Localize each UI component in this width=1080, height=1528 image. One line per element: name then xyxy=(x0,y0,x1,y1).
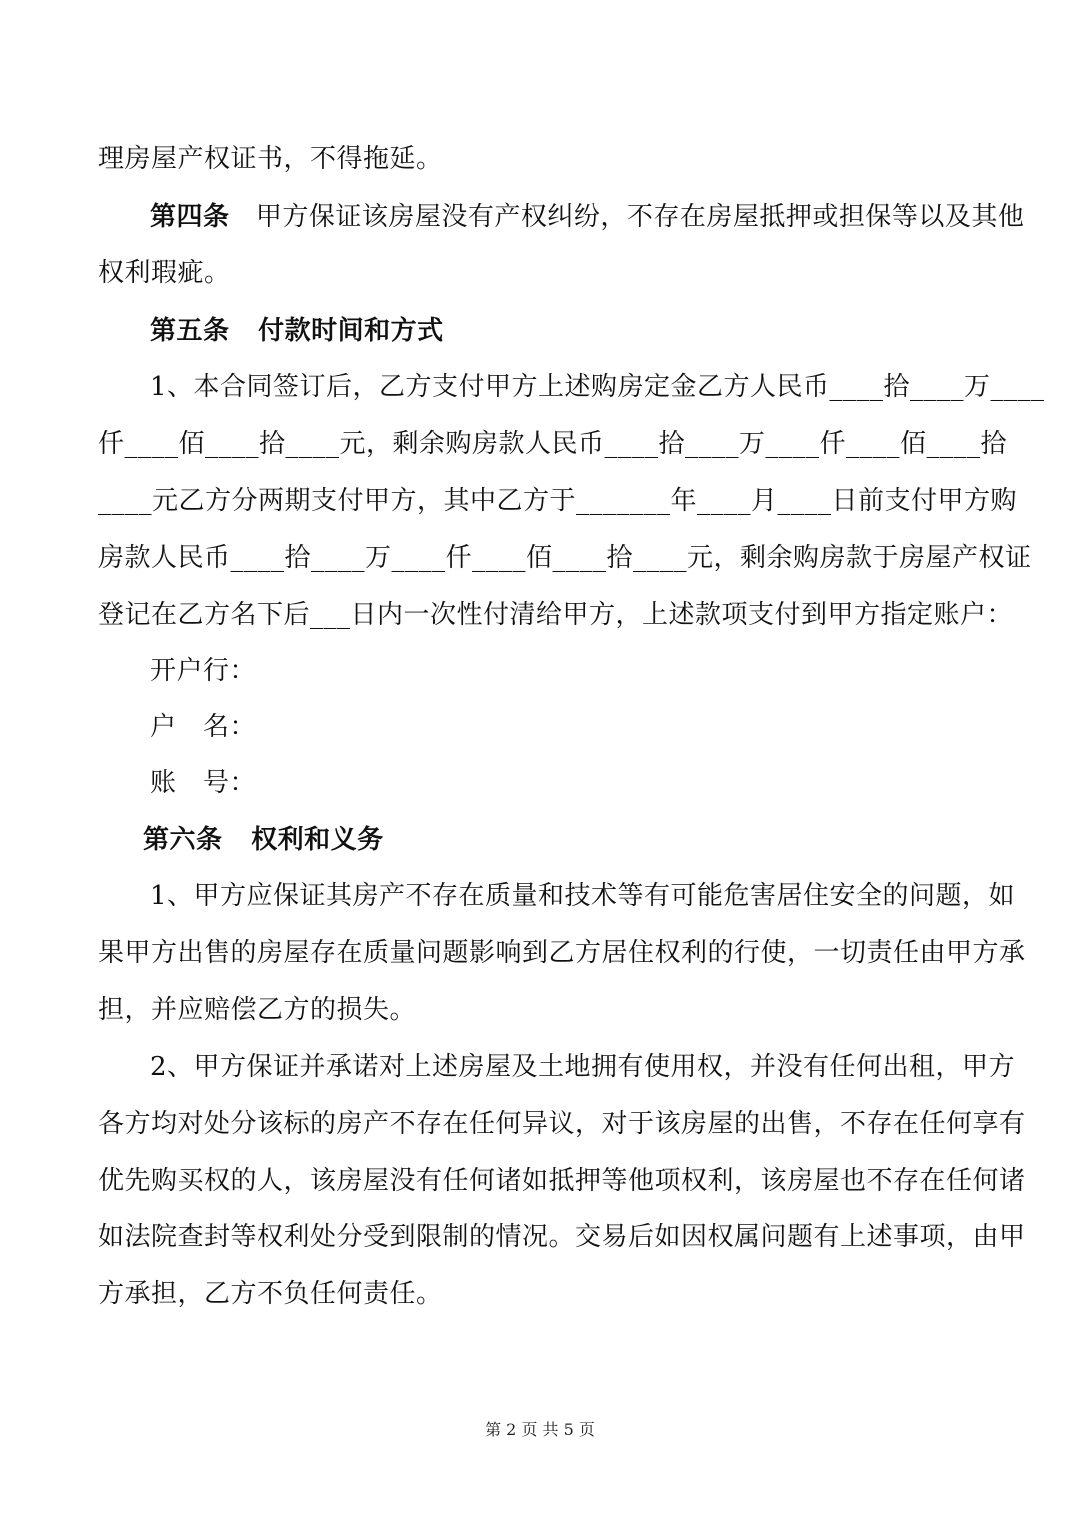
article-4-heading: 第四条 xyxy=(150,202,230,232)
paragraph-line: 方承担，乙方不负任何责任。 xyxy=(98,1279,443,1309)
paragraph-line: 果甲方出售的房屋存在质量问题影响到乙方居住权利的行使，一切责任由甲方承 xyxy=(98,938,1026,968)
paragraph-line: ____元乙方分两期支付甲方，其中乙方于_______年____月____日前支付甲方购 xyxy=(98,486,1018,516)
paragraph-line: 如法院查封等权利处分受到限制的情况。交易后如因权属问题有上述事项，由甲 xyxy=(98,1222,1026,1252)
article-4-text: 甲方保证该房屋没有产权纠纷，不存在房屋抵押或担保等以及其他 xyxy=(255,202,1025,232)
article-6-title: 权利和义务 xyxy=(251,825,384,855)
page-number-footer: 第 2 页 共 5 页 xyxy=(485,1420,595,1439)
paragraph-line: 仟____佰____拾____元，剩余购房款人民币____拾____万____仟____佰____拾 xyxy=(98,429,1008,459)
paragraph-line: 1、本合同签订后，乙方支付甲方上述购房定金乙方人民币____拾____万____ xyxy=(150,372,1045,402)
account-name-label: 户 名： xyxy=(150,712,257,742)
paragraph-line: 担，并应赔偿乙方的损失。 xyxy=(98,995,417,1025)
article-4-line xyxy=(150,200,1025,234)
paragraph-line: 各方均对处分该标的房产不存在任何异议，对于该房屋的出售，不存在任何享有 xyxy=(98,1109,1026,1139)
article-6-heading: 第六条 xyxy=(143,825,223,855)
article-5-heading: 第五条 xyxy=(150,316,230,346)
bank-name-label: 开户行： xyxy=(150,656,257,686)
paragraph-line: 理房屋产权证书，不得拖延。 xyxy=(98,144,443,174)
account-number-label: 账 号： xyxy=(150,768,257,798)
paragraph-line: 2、甲方保证并承诺对上述房屋及土地拥有使用权，并没有任何出租，甲方 xyxy=(150,1052,1016,1082)
article-5-heading-line xyxy=(150,314,982,348)
paragraph-line: 登记在乙方名下后___日内一次性付清给甲方，上述款项支付到甲方指定账户： xyxy=(98,600,1014,630)
paragraph-line: 房款人民币____拾____万____仟____佰____拾____元，剩余购房款于房屋产权证 xyxy=(98,543,1032,573)
paragraph-line: 优先购买权的人，该房屋没有任何诸如抵押等他项权利，该房屋也不存在任何诸 xyxy=(98,1166,1026,1196)
article-6-heading-line xyxy=(143,823,982,857)
paragraph-line: 1、甲方应保证其房产不存在质量和技术等有可能危害居住安全的问题，如 xyxy=(150,881,1016,911)
article-5-title: 付款时间和方式 xyxy=(258,316,444,346)
paragraph-line: 权利瑕疵。 xyxy=(98,258,231,288)
